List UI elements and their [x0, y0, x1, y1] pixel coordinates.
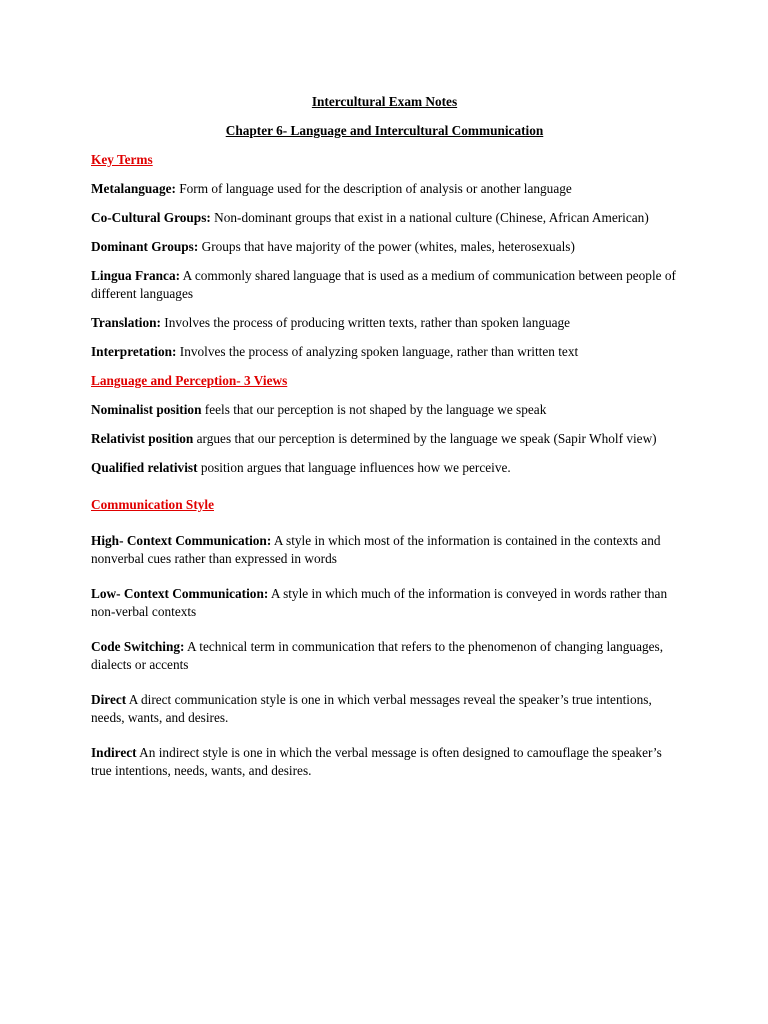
term-label: Interpretation:	[91, 344, 177, 359]
term-definition: A commonly shared language that is used as a medium of communication between people of different languages	[91, 268, 676, 301]
entry-qualified-relativist	[91, 459, 678, 477]
term-label: Code Switching:	[91, 639, 185, 654]
entry-indirect	[91, 744, 678, 780]
term-label: Qualified relativist	[91, 460, 198, 475]
term-label: Nominalist position	[91, 402, 202, 417]
term-label: Low- Context Communication:	[91, 586, 269, 601]
entry-translation	[91, 314, 678, 332]
term-definition: Involves the process of analyzing spoken language, rather than written text	[176, 344, 579, 359]
term-label: High- Context Communication:	[91, 533, 272, 548]
term-label: Relativist position	[91, 431, 194, 446]
entry-dominant-groups	[91, 238, 678, 256]
document-title: Intercultural Exam Notes	[311, 94, 458, 109]
entry-code-switching	[91, 638, 678, 674]
entry-co-cultural-groups	[91, 209, 678, 227]
term-definition: A style in which most of the information is contained in the contexts and nonverbal cues rather than expressed in words	[91, 533, 661, 566]
term-definition: Non-dominant groups that exist in a national culture (Chinese, African American)	[210, 210, 649, 225]
entry-nominalist-position	[91, 401, 678, 419]
entry-metalanguage	[91, 180, 678, 198]
section-heading-communication-style: Communication Style	[91, 497, 214, 512]
term-definition: A technical term in communication that refers to the phenomenon of changing languages, dialects or accents	[91, 639, 664, 672]
entry-low-context	[91, 585, 678, 621]
section-heading-key-terms: Key Terms	[91, 152, 153, 167]
term-label: Metalanguage:	[91, 181, 176, 196]
term-definition: An indirect style is one in which the verbal message is often designed to camouflage the speaker’s true intentions, needs, wants, and desires.	[91, 745, 662, 778]
term-label: Dominant Groups:	[91, 239, 199, 254]
entry-lingua-franca	[91, 267, 678, 303]
entry-relativist-position	[91, 430, 678, 448]
term-label: Translation:	[91, 315, 161, 330]
term-definition: Form of language used for the description of analysis or another language	[175, 181, 572, 196]
term-definition: A direct communication style is one in which verbal messages reveal the speaker’s true intentions, needs, wants, and desires.	[91, 692, 652, 725]
term-definition: A style in which much of the information is conveyed in words rather than non-verbal contexts	[91, 586, 668, 619]
entry-interpretation	[91, 343, 678, 361]
chapter-subtitle: Chapter 6- Language and Intercultural Communication	[225, 123, 544, 138]
term-definition: position argues that language influences how we perceive.	[197, 460, 511, 475]
term-definition: feels that our perception is not shaped by the language we speak	[201, 402, 547, 417]
term-definition: argues that our perception is determined by the language we speak (Sapir Wholf view)	[193, 431, 657, 446]
section-heading-language-perception: Language and Perception- 3 Views	[91, 373, 288, 388]
entry-high-context	[91, 532, 678, 568]
term-definition: Involves the process of producing written texts, rather than spoken language	[160, 315, 571, 330]
term-label: Indirect	[91, 745, 137, 760]
entry-direct	[91, 691, 678, 727]
term-label: Co-Cultural Groups:	[91, 210, 211, 225]
term-label: Lingua Franca:	[91, 268, 181, 283]
term-definition: Groups that have majority of the power (whites, males, heterosexuals)	[198, 239, 575, 254]
term-label: Direct	[91, 692, 127, 707]
